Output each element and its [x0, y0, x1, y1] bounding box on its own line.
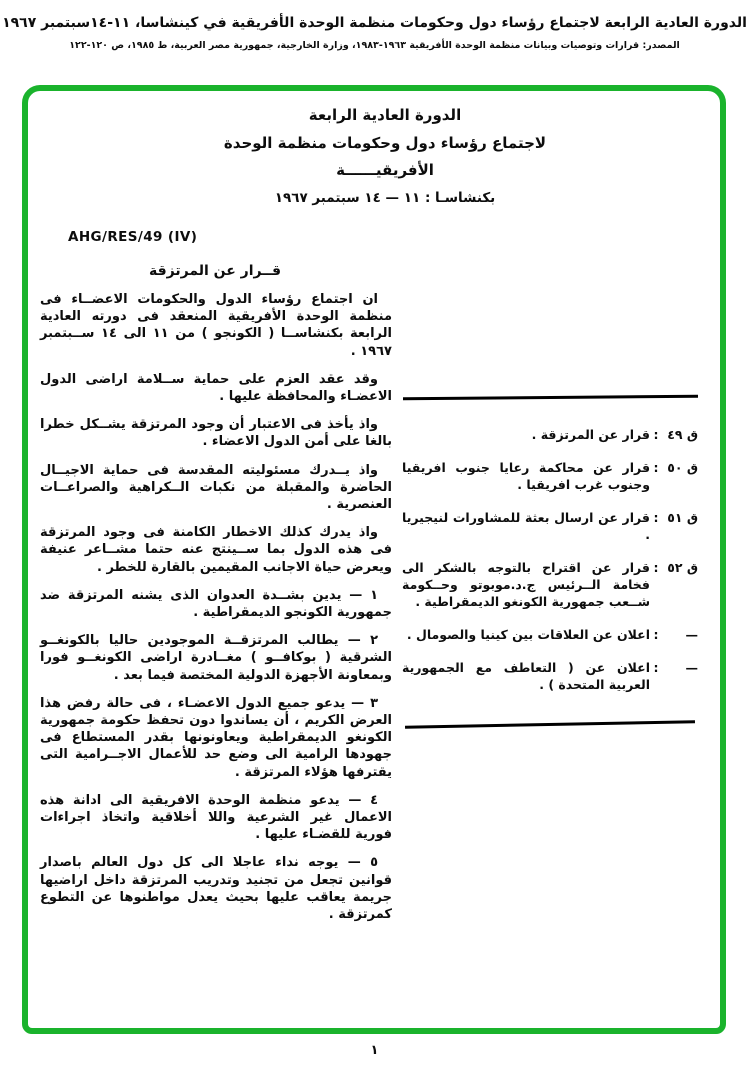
body-paragraph: ٣ — يدعو جميع الدول الاعضـاء ، فى حالة رفض هذا العرض الكريم ، أن يساندوا دون تحفظ حكومة جمهورية الكونغو الديمقراطية ويعاونونها بقدر المستطاع فى جهودها الرامية الى وضع حد للأعمال الاجــرامية التى يقترفها هؤلاء المرتزقة . — [40, 695, 392, 780]
page-header — [0, 15, 749, 51]
sidebar-item — [400, 626, 698, 643]
sidebar-item-colon: : — [653, 426, 659, 442]
sidebar-item — [400, 509, 698, 543]
page-number: ١ — [370, 1043, 379, 1058]
sidebar-item-label: — — [685, 626, 698, 642]
sidebar-item-text: قرار عن ارسال بعثة للمشاورات لنيجيريا . — [402, 509, 650, 542]
sidebar-item — [400, 559, 698, 610]
sidebar-item-text: قرار عن محاكمة رعايا جنوب افريقيا وجنوب غرب افريقيا . — [402, 459, 650, 492]
header-source-line: المصدر: قرارات وتوصيات وبيانات منظمة الوحدة الأفريقية ١٩٦٣-١٩٨٣، وزارة الخارجية، جمهورية مصر العربية، ط ١٩٨٥، ص ١٢٠-١٢٢ — [69, 40, 680, 51]
sidebar-item-text: قرار عن اقتراح بالتوجه بالشكر الى فخامة الــرئيس ج.د.موبوتو وحــكومة شــعب جمهورية الكونغو الديمقراطية . — [402, 559, 650, 609]
sidebar-item-colon: : — [653, 626, 659, 642]
body-paragraph: ٤ — يدعو منظمة الوحدة الافريقية الى ادانة هذه الاعمال غير الشرعية واللا أخلاقية واتخاذ اجراءات فورية للقضـاء عليها . — [40, 792, 392, 843]
sidebar-item-label: ق ٤٩ — [667, 426, 698, 442]
sidebar-item-label: — — [685, 659, 698, 675]
body-paragraph: ان اجتماع رؤساء الدول والحكومات الاعضــاء فى منظمة الوحدة الأفريقية المنعقد فى دورته العادية الرابعة بكنشاســا ( الكونجو ) من ١١ الى ١٤ ســبتمبر ١٩٦٧ . — [40, 292, 392, 359]
body-paragraph: وقد عقد العزم على حماية ســلامة اراضى الدول الاعضـاء والمحافظة عليها . — [40, 371, 392, 405]
resolution-reference: AHG/RES/49 (IV) — [68, 229, 198, 245]
sidebar-item-colon: : — [653, 509, 659, 525]
sidebar-item-colon: : — [653, 559, 659, 575]
title-line: بكنشاسـا : ١١ — ١٤ سبتمبر ١٩٦٧ — [274, 189, 496, 206]
title-line: لاجتماع رؤساء دول وحكومات منظمة الوحدة — [223, 133, 547, 152]
sidebar-item-colon: : — [653, 659, 659, 675]
body-paragraph: ٢ — يطالب المرتزقــة الموجودين حاليا بالكونغــو الشرقية ( بوكافــو ) مغــادرة اراضى الكونغــو فورا وبمعاونة الأجهزة الدولية المختصة فيما بعد . — [40, 633, 392, 683]
sidebar-item — [400, 659, 698, 693]
resolution-body — [40, 291, 392, 934]
title-line: الدورة العادية الرابعة — [308, 106, 462, 124]
sidebar-item-label: ق ٥١ — [667, 509, 698, 525]
sidebar-item-label: ق ٥٢ — [667, 559, 698, 575]
body-paragraph: واذ يدرك كذلك الاخطار الكامنة فى وجود المرتزقة فى هذه الدول بما ســينتج عنه حتما مشــاعر عنيفة ويعرض حياة الاجانب المقيمين بالقارة للخطر . — [40, 525, 392, 575]
sidebar-item — [400, 426, 698, 443]
body-paragraph: واذ يــدرك مسئوليته المقدسة فى حماية الاجيــال الحاضرة والمقبلة من نكبات الــكراهية والصراعــات العنصرية . — [40, 462, 392, 513]
header-session-line: الدورة العادية الرابعة لاجتماع رؤساء دول وحكومات منظمة الوحدة الأفريقية في كينشاسا، ١١-١٤سبتمبر ١٩٦٧ — [2, 15, 747, 31]
sidebar-index — [400, 396, 698, 725]
sidebar-item — [400, 459, 698, 493]
body-paragraph: ١ — يدين بشــدة العدوان الذى يشنه المرتزقة ضد جمهورية الكونجو الديمقراطية . — [40, 587, 392, 621]
sidebar-item-text: قرار عن المرتزقة . — [531, 426, 650, 442]
title-block — [135, 102, 635, 212]
sidebar-item-text: اعلان عن العلاقات بين كينيا والصومال . — [406, 626, 650, 642]
sidebar-list — [400, 399, 698, 723]
body-paragraph: ٥ — يوجه نداء عاجلا الى كل دول العالم باصدار قوانين تجعل من تجنيد وتدريب المرتزقة داخل اراضيها جريمة يعاقب عليها بحيث يعدل مواطنوها عن التطوع كمرتزقة . — [40, 855, 392, 923]
title-line: الأفريقيــــــة — [336, 161, 434, 179]
sidebar-item-colon: : — [653, 459, 659, 475]
sidebar-item-label: ق ٥٠ — [667, 459, 698, 475]
resolution-heading: قــرار عن المرتزقة — [149, 263, 281, 279]
sidebar-item-text: اعلان عن ( التعاطف مع الجمهورية العربية المتحدة ) . — [402, 659, 650, 692]
body-paragraph: واذ يأخذ فى الاعتبار أن وجود المرتزقة يشــكل خطرا بالغا على أمن الدول الاعضاء . — [40, 417, 392, 450]
